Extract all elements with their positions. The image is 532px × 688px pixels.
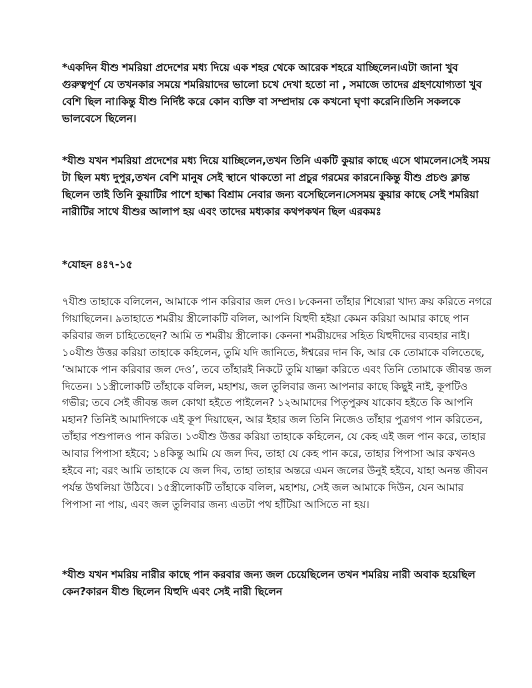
scripture-passage: ৭যীশু তাহাকে বলিলেন, আমাকে পান করিবার জল দেও। ৮কেননা তাঁহার শিষ্যেরা খাদ্য ক্রয় করিতে নগরে গিয়াছিলেন। ৯তাহাতে শমরীয় স্ত্রীলোকটি বলিল, আপনি যিহুদী হইয়া কেমন করিয়া আমার কাছে পান করিবার জল চাহিতেছেন? আমি ত শমরীয় স্ত্রীলোক। কেননা শমরীয়দের সহিত যিহুদীদের ব্যবহার নাই। ১০যীশু উত্তর করিয়া তাহাকে কহিলেন, তুমি যদি জানিতে, ঈশ্বরের দান কি, আর কে তোমাকে বলিতেছে, ‘আমাকে পান করিবার জল দেও’, তবে তাঁহারই নিকটে তুমি যাচ্ঞা করিতে এবং তিনি তোমাকে জীবন্ত জল দিতেন। ১১স্ত্রীলোকটি তাঁহাকে বলিল, মহাশয়, জল তুলিবার জন্য আপনার কাছে কিছুই নাই, কূপটিও গভীর; তবে সেই জীবন্ত জল কোথা হইতে পাইলেন? ১২আমাদের পিতৃপুরুষ যাকোব হইতে কি আপনি মহান? তিনিই আমাদিগকে এই কূপ দিয়াছেন, আর ইহার জল তিনি নিজেও তাঁহার পুত্রগণ পান করিতেন, তাঁহার পশুপালও পান করিত। ১৩যীশু উত্তর করিয়া তাহাকে কহিলেন, যে কেহ এই জল পান করে, তাহার আবার পিপাসা হইবে; ১৪কিন্তু আমি যে জল দিব, তাহা যে কেহ পান করে, তাহার পিপাসা আর কখনও হইবে না; বরং আমি তাহাকে যে জল দিব, তাহা তাহার অন্তরে এমন জলের উনুই হইবে, যাহা অনন্ত জীবন পর্যন্ত উথলিয়া উঠিবে। ১৫স্ত্রীলোকটি তাঁহাকে বলিল, মহাশয়, সেই জল আমাকে দিউন, যেন আমার পিপাসা না পায়, এবং জল তুলিবার জন্য এতটা পথ হাঁটিয়া আসিতে না হয়। (62, 296, 492, 511)
scripture-reference: *যোহন ৪ঃ৭-১৫ (62, 259, 133, 271)
well-paragraph: *যীশু যখন শমরিয়া প্রদেশের মধ্য দিয়ে যাচ্ছিলেন,তখন তিনি একটি কুয়ার কাছে এসে থামলেন।সেই সময় টা ছিল মধ্য দুপুর,তখন বেশি মানুষ সেই স্থানে থাকতো না প্রচুর গরমের কারনে।কিন্তু যীশু প্রচণ্ড ক্লান্ত ছিলেন তাই তিনি কুয়াটির পাশে হাল্কা বিশ্রাম নেবার জন্য বসেছিলেন।সেসময় কুয়ার কাছে সেই শমরিয়া নারীটির সাথে যীশুর আলাপ হয় এবং তাদের মধ্যকার কথপকথন ছিল এরকমঃ (62, 155, 490, 218)
question-paragraph: *যীশু যখন শমরিয় নারীর কাছে পান করবার জন্য জল চেয়েছিলেন তখন শমরিয় নারী অবাক হয়েছিল কেন?কারন যীশু ছিলেন যিহুদি এবং সেই নারী ছিলেন (62, 569, 476, 598)
intro-paragraph: *একদিন যীশু শমরিয়া প্রদেশের মধ্য দিয়ে এক শহর থেকে আরেক শহরে যাচ্ছিলেন।এটা জানা খুব গুরুত্বপূর্ণ যে তখনকার সময়ে শমরিয়াদের ভালো চখে দেখা হতো না , সমাজে তাদের গ্রহণযোগ্যতা খুব বেশি ছিল না।কিন্তু যীশু নির্দিষ্ট করে কোন ব্যক্তি বা সম্প্রদায় কে কখনো ঘৃণা করেনি।তিনি সকলকে ভালবেসে ছিলেন। (62, 62, 482, 125)
